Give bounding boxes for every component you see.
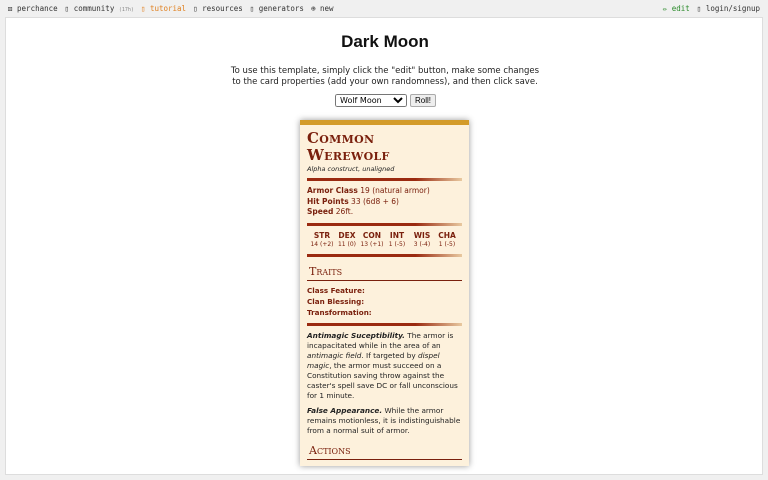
ability-text: dispel magic — [307, 350, 440, 370]
generator-output — [5, 17, 763, 475]
ac-note: (natural armor) — [372, 186, 430, 195]
speed-value: 26ft. — [335, 207, 354, 216]
ac-value: 19 — [360, 186, 370, 195]
new-link[interactable]: ⊕ new — [310, 4, 334, 13]
trait: Class Feature: — [307, 285, 365, 295]
stat-header: DEX — [338, 230, 356, 240]
creature-name: Common Werewolf — [307, 129, 390, 164]
stat-header: STR — [313, 230, 331, 240]
divider — [307, 223, 462, 226]
dice-icon: ⚄ — [8, 4, 13, 13]
creature-type: Alpha construct, unaligned — [307, 165, 395, 173]
ability-text: . If targeted by — [361, 350, 418, 360]
perchance-link[interactable]: ⚄ perchance — [8, 4, 58, 13]
hp-note: (6d8 + 6) — [362, 196, 399, 206]
stat-value: 3 (-4) — [413, 240, 431, 248]
ability-scores — [307, 231, 462, 249]
login-link[interactable]: ▯ login/signup — [696, 4, 760, 13]
ability-name: False Appearance. — [307, 405, 383, 415]
divider — [307, 254, 462, 257]
ability-antimagic — [307, 331, 462, 401]
plus-circle-icon: ⊕ — [310, 4, 316, 13]
hp-label: Hit Points — [307, 196, 349, 206]
speed-label: Speed — [307, 207, 334, 216]
stat-value: 1 (-5) — [438, 240, 456, 248]
community-link[interactable]: ▯ community (17h) — [64, 4, 134, 13]
divider — [307, 323, 462, 326]
resources-link[interactable]: ▯ resources — [193, 4, 243, 13]
roll-button[interactable]: Roll! — [410, 94, 436, 107]
trait: Clan Blessing: — [307, 296, 365, 306]
stat-block-card — [300, 120, 469, 466]
ability-text: antimagic field — [307, 350, 362, 360]
ability-false-appearance — [307, 406, 462, 436]
stat-value: 1 (-5) — [388, 240, 406, 248]
stat-header: INT — [389, 230, 405, 240]
stat-value: 13 (+1) — [360, 240, 384, 248]
tutorial-link[interactable]: ▯ tutorial — [140, 4, 187, 13]
stat-header: CON — [362, 230, 382, 240]
divider — [307, 178, 462, 181]
chat-icon: ▯ — [64, 4, 70, 13]
hp-value: 33 — [351, 196, 361, 206]
pencil-icon: ✏ — [662, 4, 668, 13]
ac-label: Armor Class — [307, 186, 358, 195]
page-title: Dark Moon — [341, 32, 429, 51]
edit-link[interactable]: ✏ edit — [662, 4, 690, 13]
traits-heading: Traits — [307, 262, 462, 281]
actions-heading: Actions — [307, 441, 462, 460]
ability-name: Antimagic Suceptibility. — [307, 330, 405, 340]
trait: Transformation: — [307, 307, 372, 317]
stat-header: CHA — [438, 230, 456, 240]
top-nav — [0, 0, 768, 17]
ability-text: , the armor must succeed on a Constitution saving throw against the caster's spell save DC or fall unconscious for 1 minute. — [307, 360, 458, 400]
stat-header: WIS — [413, 230, 431, 240]
moon-select[interactable] — [335, 94, 407, 107]
stat-value: 11 (0) — [337, 240, 357, 248]
generators-link[interactable]: ▯ generators — [249, 4, 304, 13]
ability-text: While the armor remains motionless, it is indistinguishable from a normal suit of armor. — [307, 405, 461, 435]
stat-value: 14 (+2) — [310, 240, 334, 248]
intro-text: To use this template, simply click the "edit" button, make some changes to the card properties (add your own randomness), and then click save. — [230, 66, 540, 87]
ability-text: The armor is incapacitated while in the area of an — [307, 330, 454, 350]
